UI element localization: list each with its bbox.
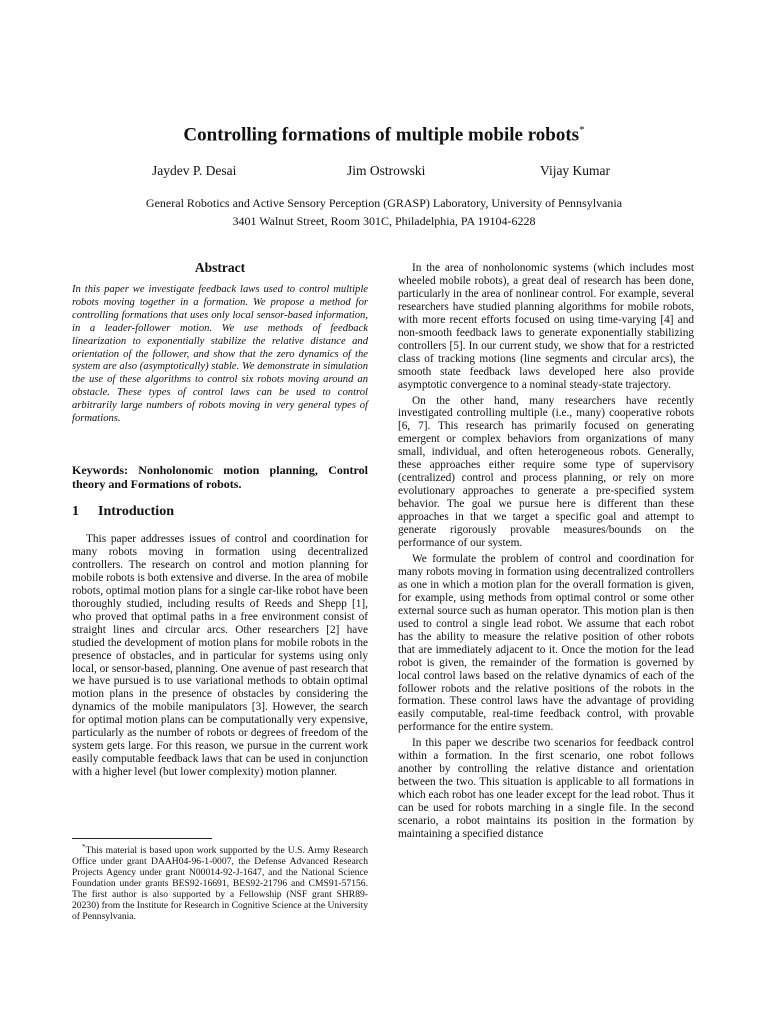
keywords: Keywords: Nonholonomic motion planning, Control theory and Formations of robots. <box>72 463 368 491</box>
intro-paragraph-1: This paper addresses issues of control and coordination for many robots moving in formation using decentralized controllers. The research on control and motion planning for mobile robots is both extensive and diverse. In the area of mobile robots, optimal motion plans for a single car-like robot have been thoroughly studied, including results of Reeds and Shepp [1], who proved that optimal paths in a free environment consist of straight lines and circular arcs. Other researchers [2] have studied the development of motion plans for mobile robots in the presence of obstacles, and in particular for systems using only local, or sensor-based, planning. One avenue of past research that we have pursued is to use variational methods to obtain optimal motion plans in the presence of obstacles by considering the dynamics of the mobile manipulators [3]. However, the search for optimal motion plans can be computationally very expensive, particularly as the number of robots or degrees of freedom of the system gets large. For this reason, we pursue in the current work easily computable feedback laws that can be used in conjunction with a higher level (but lower complexity) motion planner. <box>72 533 368 779</box>
abstract-heading: Abstract <box>194 260 246 275</box>
left-column-body <box>72 533 368 782</box>
author-3: Vijay Kumar <box>540 163 611 178</box>
footnote <box>72 842 368 923</box>
section-number: 1 <box>72 504 79 519</box>
abstract-text: In this paper we investigate feedback laws used to control multiple robots moving together in a formation. We propose a method for controlling formations that uses only local sensor-based information, in a leader-follower motion. We use methods of feedback linearization to exponentially stabilize the relative distance and orientation of the follower, and show that the zero dynamics of the system are also (asymptotically) stable. We demonstrate in simulation the use of these algorithms to control six robots moving around an obstacle. These types of control laws can be used to control arbitrarily large numbers of robots moving in very general types of formations. <box>72 284 368 425</box>
affiliation-line-2: 3401 Walnut Street, Room 301C, Philadelphia, PA 19104-6228 <box>232 214 536 228</box>
author-1: Jaydev P. Desai <box>152 163 237 178</box>
affiliation-line-1: General Robotics and Active Sensory Perception (GRASP) Laboratory, University of Pennsylvania <box>145 196 623 210</box>
right-paragraph-4: In this paper we describe two scenarios for feedback control within a formation. In the first scenario, one robot follows another by controlling the relative distance and orientation between the two. This situation is applicable to all formations in which each robot has one leader except for the lead robot. Thus it can be used for robots marching in a single file. In the second scenario, a robot maintains its position in the formation by maintaining a specified distance <box>398 737 694 840</box>
author-2: Jim Ostrowski <box>347 163 426 178</box>
right-paragraph-1: In the area of nonholonomic systems (which includes most wheeled mobile robots), a great deal of research has been done, particularly in the area of nonlinear control. For example, several researchers have studied planning algorithms for mobile robots, with more recent efforts focused on using time-varying [4] and non-smooth feedback laws to generate exponentially stabilizing controllers [5]. In our current study, we show that for a restricted class of tracking motions (line segments and circular arcs), the smooth state feedback laws developed here also provide asymptotic convergence to a nominal steady-state trajectory. <box>398 262 694 391</box>
section-heading <box>72 504 174 520</box>
footnote-rule <box>72 838 212 839</box>
title-text: Controlling formations of multiple mobile robots <box>183 124 580 146</box>
right-paragraph-2: On the other hand, many researchers have recently investigated controlling multiple (i.e., many) cooperative robots [6, 7]. This research has primarily focused on generating emergent or complex behaviors from organizations of many small, individual, and often heterogeneous robots. Generally, these approaches either require some type of supervisory (centralized) control and process planning, or rely on more evolutionary approaches to generate a pre-specified system behavior. The goal we pursue here is different than these approaches in that we target a specific goal and attempt to generate rigorously provable measures/bounds on the performance of our system. <box>398 394 694 550</box>
right-paragraph-3: We formulate the problem of control and coordination for many robots moving in formation using decentralized controllers as one in which a motion plan for the overall formation is given, for example, using methods from optimal control or some other external source such as human operator. This motion plan is then used to control a single lead robot. We assume that each robot has the ability to measure the relative position of other robots that are immediately adjacent to it. Once the motion for the lead robot is given, the remainder of the formation is governed by local control laws based on the relative dynamics of each of the follower robots and the relative positions of the robots in the formation. These control laws have the advantage of providing easily computable, real-time feedback control, with provable performance for the entire system. <box>398 552 694 734</box>
section-title: Introduction <box>98 504 174 519</box>
footnote-mark: * <box>82 843 86 851</box>
title-footnote-mark: * <box>579 124 585 136</box>
right-column-body <box>398 262 694 844</box>
footnote-text: This material is based upon work supported by the U.S. Army Research Office under grant DAAH04-96-1-0007, the Defense Advanced Research Projects Agency under grant N00014-92-J-1647, and the National Science Foundation under grants BES92-16691, BES92-21796 and CMS91-57156. The first author is also supported by a Fellowship (NSF grant SHR89-20230) from the Institute for Research in Cognitive Science at the University of Pennsylvania. <box>72 845 368 922</box>
paper-title <box>0 124 768 146</box>
